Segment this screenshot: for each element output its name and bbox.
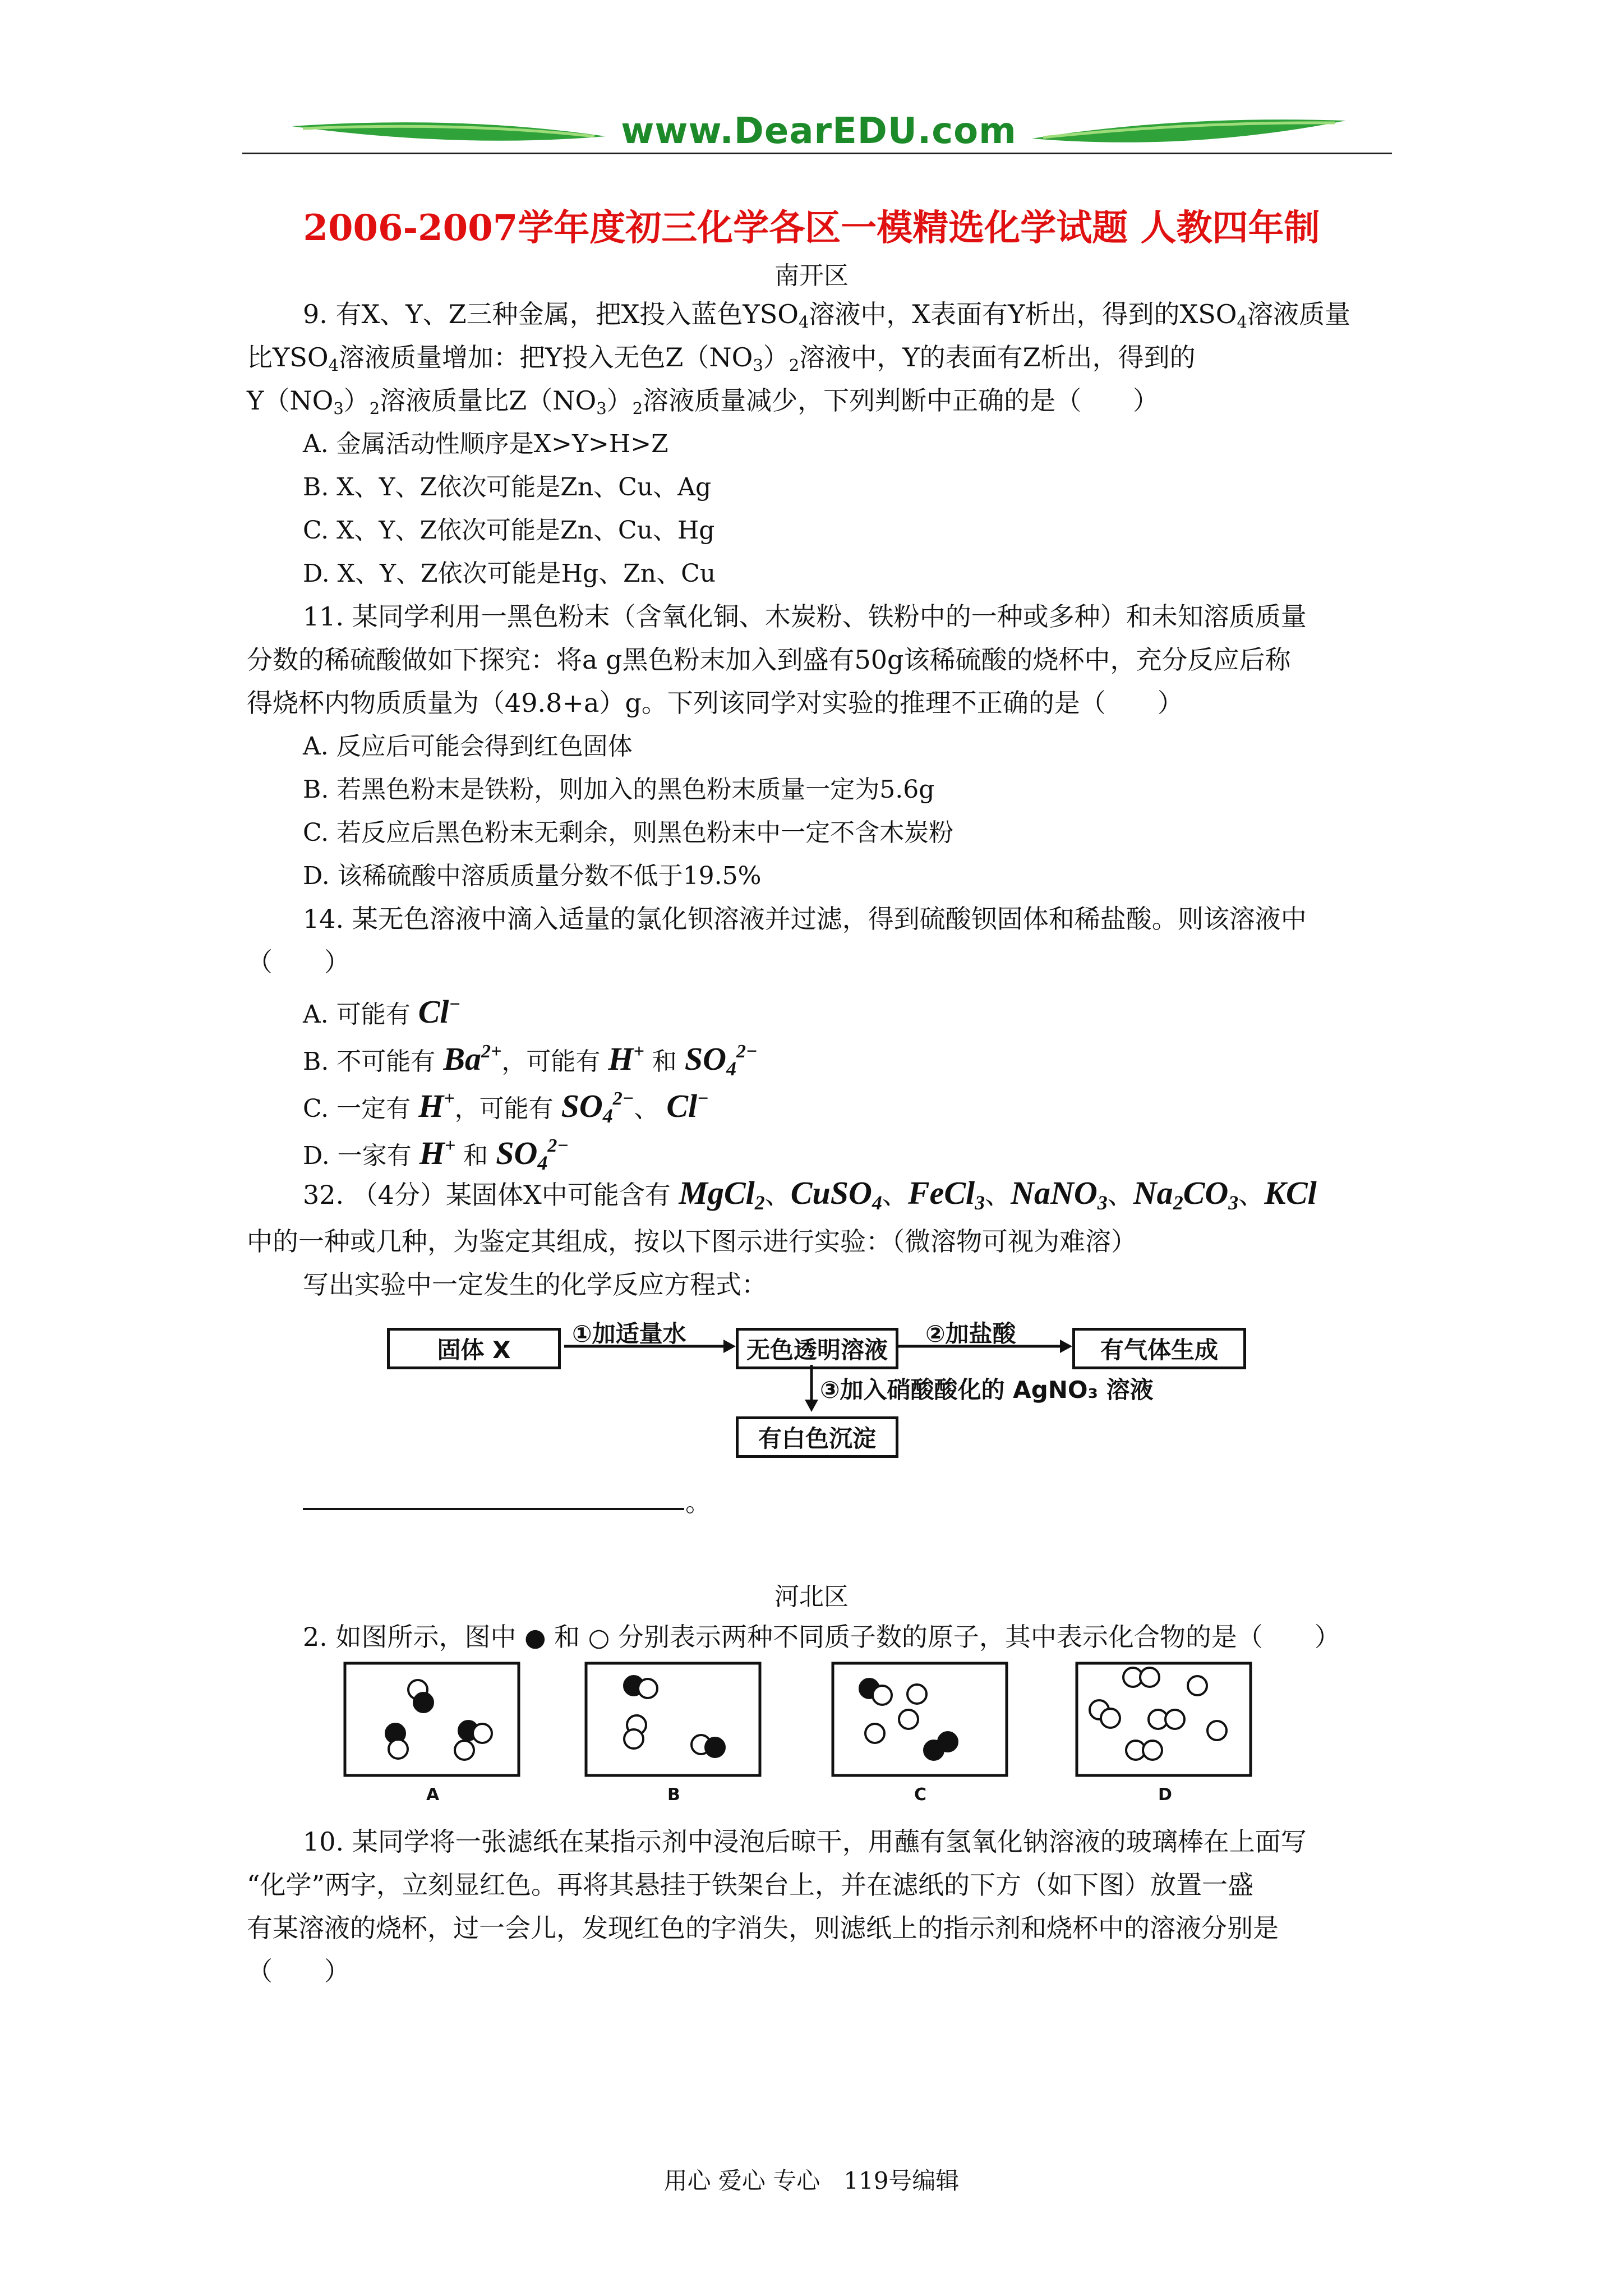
particle-diagrams [342, 1660, 1284, 1812]
flow-box-precipitate: 有白色沉淀 [736, 1416, 898, 1458]
q11-line-2: 分数的稀硫酸做如下探究：将a g黑色粉末加入到盛有50g该稀硫酸的烧杯中，充分反应后称 [247, 645, 1291, 675]
answer-blank[interactable] [303, 1508, 684, 1510]
q14-option-b: B. 不可能有 $Ba^{2+}$，可能有 H+ 和 $SO_4^{2-}$ [303, 1041, 758, 1080]
q11-line-3: 得烧杯内物质质量为（49.8+a）g。下列该同学对实验的推理不正确的是（ ） [247, 688, 1183, 718]
header-rule [242, 153, 1392, 154]
answer-end-mark: 。 [685, 1487, 711, 1517]
particle-boxes [342, 1660, 1284, 1812]
q9-option-d: D. X、Y、Z依次可能是Hg、Zn、Cu [303, 559, 716, 588]
flow-box-gas: 有气体生成 [1072, 1328, 1246, 1369]
q14-option-a: A. 可能有 Cl− [303, 993, 461, 1030]
q14-line-2: （ ） [247, 947, 350, 977]
q11-option-c: C. 若反应后黑色粉末无剩余，则黑色粉末中一定不含木炭粉 [303, 818, 954, 847]
q10-line-1: 10. 某同学将一张滤纸在某指示剂中浸泡后晾干，用蘸有氢氧化钠溶液的玻璃棒在上面写 [303, 1826, 1307, 1857]
q9-option-b: B. X、Y、Z依次可能是Zn、Cu、Ag [303, 473, 712, 501]
q2-line-1: 2. 如图所示，图中 ● 和 ○ 分别表示两种不同质子数的原子，其中表示化合物的是（ ） [303, 1622, 1340, 1652]
q11-option-a: A. 反应后可能会得到红色固体 [303, 732, 633, 761]
flow-diagram [387, 1315, 1262, 1473]
q9-line-2: 比$YSO_4$溶液质量增加：把Y投入无色$Z(NO_3)_2$溶液中，Y的表面有Z析出，得到的 [247, 342, 1196, 375]
diagram-label-b: B [667, 1785, 680, 1805]
q11-line-1: 11. 某同学利用一黑色粉末（含氧化铜、木炭粉、铁粉中的一种或多种）和未知溶质质量 [303, 601, 1307, 632]
q9-line-3: $Y(NO_3)_2$溶液质量比$Z(NO_3)_2$溶液质量减少，下列判断中正确的是（ ） [247, 385, 1159, 418]
q14-option-c: C. 一定有 H+，可能有 $SO_4^{2-}$、 Cl− [303, 1088, 709, 1127]
section-heading-hebei: 河北区 [774, 1582, 849, 1611]
flow-box-clear-solution: 无色透明溶液 [736, 1328, 898, 1369]
flow-step-2: ②加盐酸 [925, 1320, 1016, 1347]
flow-step-3: ③加入硝酸酸化的 AgNO₃ 溶液 [820, 1376, 1154, 1404]
page-footer: 用心 爱心 专心 119号编辑 [663, 2167, 960, 2194]
page-title: 2006-2007学年度初三化学各区一模精选化学试题 人教四年制 [303, 207, 1320, 249]
q10-line-4: （ ） [247, 1956, 350, 1986]
site-logo-text[interactable]: www.DearEDU.com [621, 111, 1017, 152]
q32-line-1: 32. （4分）某固体X中可能含有 MgCl$_2$、CuSO$_4$、FeCl$_3$、NaNO$_3$、$Na_2CO_3$、KCl [303, 1175, 1317, 1214]
q9-option-c: C. X、Y、Z依次可能是Zn、Cu、Hg [303, 516, 715, 545]
flow-box-solid-x: 固体 X [387, 1328, 561, 1369]
q14-line-1: 14. 某无色溶液中滴入适量的氯化钡溶液并过滤，得到硫酸钡固体和稀盐酸。则该溶液中 [303, 904, 1307, 934]
q10-line-3: 有某溶液的烧杯，过一会儿，发现红色的字消失，则滤纸上的指示剂和烧杯中的溶液分别是 [247, 1913, 1279, 1943]
q9-option-a: A. 金属活动性顺序是X>Y>H>Z [303, 430, 668, 458]
q11-option-b: B. 若黑色粉末是铁粉，则加入的黑色粉末质量一定为5.6g [303, 775, 935, 804]
q14-option-d: D. 一家有 H+ 和 $SO_4^{2-}$ [303, 1135, 569, 1174]
q32-line-3: 写出实验中一定发生的化学反应方程式： [303, 1269, 767, 1300]
q32-line-2: 中的一种或几种，为鉴定其组成，按以下图示进行实验：（微溶物可视为难溶） [247, 1226, 1137, 1257]
diagram-label-c: C [914, 1785, 927, 1805]
filled-atom-icon: ● [524, 1623, 546, 1652]
diagram-label-a: A [426, 1785, 440, 1805]
section-heading-nankai: 南开区 [774, 261, 849, 290]
q11-option-d: D. 该稀硫酸中溶质质量分数不低于19.5% [303, 862, 762, 890]
flow-step-1: ①加适量水 [572, 1320, 686, 1347]
hollow-atom-icon: ○ [588, 1623, 610, 1652]
header-logo [292, 109, 1346, 163]
diagram-label-d: D [1158, 1785, 1172, 1805]
q9-line-1: 9. 有X、Y、Z三种金属，把X投入蓝色$YSO_4$溶液中，X表面有Y析出，得到的$XSO_4$溶液质量 [303, 299, 1350, 332]
q10-line-2: “化学”两字，立刻显红色。再将其悬挂于铁架台上，并在滤纸的下方（如下图）放置一盛 [247, 1870, 1254, 1900]
